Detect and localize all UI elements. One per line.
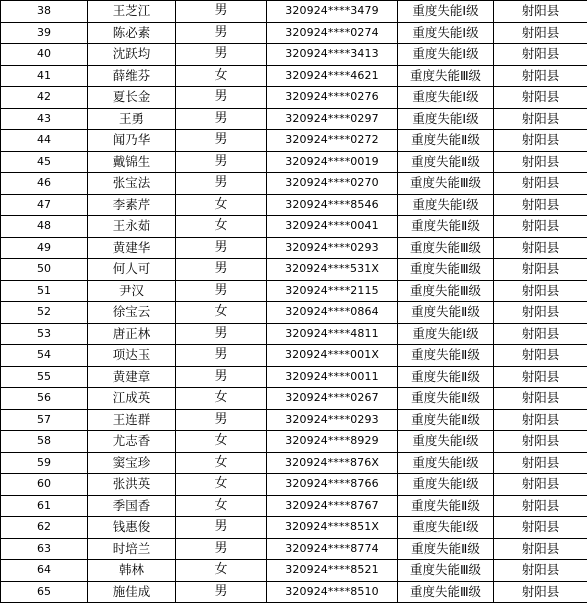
name-cell: 夏长金 [88, 87, 176, 109]
id-number-cell: 320924****8510 [267, 581, 398, 603]
disability-level-cell: 重度失能Ⅰ级 [398, 194, 494, 216]
table-row [1, 65, 587, 87]
row-number-cell: 40 [1, 44, 88, 66]
table-row [1, 237, 587, 259]
id-number-cell: 320924****0274 [267, 22, 398, 44]
id-number-cell: 320924****0293 [267, 237, 398, 259]
id-number-cell: 320924****0272 [267, 130, 398, 152]
row-number-cell: 62 [1, 517, 88, 539]
county-cell: 射阳县 [494, 495, 587, 517]
name-cell: 王勇 [88, 108, 176, 130]
id-number-cell: 320924****0019 [267, 151, 398, 173]
table-row [1, 173, 587, 195]
disability-level-cell: 重度失能Ⅰ级 [398, 431, 494, 453]
row-number-cell: 64 [1, 560, 88, 582]
row-number-cell: 47 [1, 194, 88, 216]
name-cell: 薛维芬 [88, 65, 176, 87]
name-cell: 王连群 [88, 409, 176, 431]
id-number-cell: 320924****4811 [267, 323, 398, 345]
table-row [1, 151, 587, 173]
gender-cell: 女 [176, 302, 267, 324]
county-cell: 射阳县 [494, 538, 587, 560]
gender-cell: 男 [176, 280, 267, 302]
row-number-cell: 50 [1, 259, 88, 281]
table-row [1, 495, 587, 517]
name-cell: 闻乃华 [88, 130, 176, 152]
name-cell: 尤志香 [88, 431, 176, 453]
disability-level-cell: 重度失能Ⅲ级 [398, 560, 494, 582]
id-number-cell: 320924****0864 [267, 302, 398, 324]
county-cell: 射阳县 [494, 87, 587, 109]
disability-level-cell: 重度失能Ⅲ级 [398, 581, 494, 603]
county-cell: 射阳县 [494, 130, 587, 152]
county-cell: 射阳县 [494, 1, 587, 23]
gender-cell: 女 [176, 560, 267, 582]
gender-cell: 男 [176, 173, 267, 195]
county-cell: 射阳县 [494, 151, 587, 173]
name-cell: 江成英 [88, 388, 176, 410]
table-row [1, 345, 587, 367]
disability-level-cell: 重度失能Ⅲ级 [398, 65, 494, 87]
county-cell: 射阳县 [494, 474, 587, 496]
name-cell: 黄建章 [88, 366, 176, 388]
row-number-cell: 39 [1, 22, 88, 44]
disability-level-cell: 重度失能Ⅰ级 [398, 108, 494, 130]
disability-level-cell: 重度失能Ⅲ级 [398, 259, 494, 281]
table-row [1, 216, 587, 238]
table-row [1, 431, 587, 453]
id-number-cell: 320924****531X [267, 259, 398, 281]
row-number-cell: 63 [1, 538, 88, 560]
table-row [1, 323, 587, 345]
name-cell: 钱惠俊 [88, 517, 176, 539]
gender-cell: 男 [176, 345, 267, 367]
id-number-cell: 320924****0011 [267, 366, 398, 388]
county-cell: 射阳县 [494, 216, 587, 238]
name-cell: 韩林 [88, 560, 176, 582]
name-cell: 唐正林 [88, 323, 176, 345]
id-number-cell: 320924****8521 [267, 560, 398, 582]
county-cell: 射阳县 [494, 259, 587, 281]
row-number-cell: 61 [1, 495, 88, 517]
id-number-cell: 320924****2115 [267, 280, 398, 302]
name-cell: 王永茹 [88, 216, 176, 238]
disability-level-cell: 重度失能Ⅱ级 [398, 151, 494, 173]
row-number-cell: 45 [1, 151, 88, 173]
table-row [1, 538, 587, 560]
table-row [1, 452, 587, 474]
table-row [1, 302, 587, 324]
table-row [1, 474, 587, 496]
county-cell: 射阳县 [494, 65, 587, 87]
row-number-cell: 58 [1, 431, 88, 453]
gender-cell: 男 [176, 44, 267, 66]
gender-cell: 男 [176, 108, 267, 130]
gender-cell: 女 [176, 216, 267, 238]
county-cell: 射阳县 [494, 237, 587, 259]
table-row [1, 581, 587, 603]
disability-level-cell: 重度失能Ⅲ级 [398, 280, 494, 302]
table-row [1, 108, 587, 130]
table-row [1, 560, 587, 582]
row-number-cell: 41 [1, 65, 88, 87]
gender-cell: 男 [176, 1, 267, 23]
county-cell: 射阳县 [494, 173, 587, 195]
gender-cell: 男 [176, 517, 267, 539]
gender-cell: 女 [176, 495, 267, 517]
county-cell: 射阳县 [494, 22, 587, 44]
row-number-cell: 52 [1, 302, 88, 324]
county-cell: 射阳县 [494, 108, 587, 130]
row-number-cell: 55 [1, 366, 88, 388]
county-cell: 射阳县 [494, 366, 587, 388]
id-number-cell: 320924****0270 [267, 173, 398, 195]
id-number-cell: 320924****8929 [267, 431, 398, 453]
gender-cell: 女 [176, 388, 267, 410]
name-cell: 李素芹 [88, 194, 176, 216]
name-cell: 徐宝云 [88, 302, 176, 324]
county-cell: 射阳县 [494, 323, 587, 345]
table-row [1, 517, 587, 539]
disability-level-cell: 重度失能Ⅱ级 [398, 366, 494, 388]
disability-level-cell: 重度失能Ⅱ级 [398, 345, 494, 367]
row-number-cell: 59 [1, 452, 88, 474]
row-number-cell: 48 [1, 216, 88, 238]
row-number-cell: 43 [1, 108, 88, 130]
table-row [1, 388, 587, 410]
disability-level-cell: 重度失能Ⅲ级 [398, 173, 494, 195]
table-row [1, 366, 587, 388]
name-cell: 沈跃均 [88, 44, 176, 66]
gender-cell: 男 [176, 130, 267, 152]
name-cell: 黄建华 [88, 237, 176, 259]
id-number-cell: 320924****8546 [267, 194, 398, 216]
row-number-cell: 65 [1, 581, 88, 603]
id-number-cell: 320924****0276 [267, 87, 398, 109]
disability-level-cell: 重度失能Ⅰ级 [398, 87, 494, 109]
id-number-cell: 320924****8766 [267, 474, 398, 496]
row-number-cell: 57 [1, 409, 88, 431]
name-cell: 何人可 [88, 259, 176, 281]
disability-level-cell: 重度失能Ⅰ级 [398, 452, 494, 474]
table-row [1, 194, 587, 216]
name-cell: 施佳成 [88, 581, 176, 603]
disability-level-cell: 重度失能Ⅱ级 [398, 495, 494, 517]
table-row [1, 22, 587, 44]
name-cell: 戴锦生 [88, 151, 176, 173]
name-cell: 王芝江 [88, 1, 176, 23]
county-cell: 射阳县 [494, 452, 587, 474]
id-number-cell: 320924****0267 [267, 388, 398, 410]
row-number-cell: 54 [1, 345, 88, 367]
gender-cell: 男 [176, 581, 267, 603]
gender-cell: 男 [176, 538, 267, 560]
row-number-cell: 53 [1, 323, 88, 345]
gender-cell: 男 [176, 409, 267, 431]
table-row [1, 87, 587, 109]
county-cell: 射阳县 [494, 431, 587, 453]
county-cell: 射阳县 [494, 44, 587, 66]
gender-cell: 男 [176, 323, 267, 345]
county-cell: 射阳县 [494, 194, 587, 216]
county-cell: 射阳县 [494, 280, 587, 302]
gender-cell: 男 [176, 237, 267, 259]
disability-level-cell: 重度失能Ⅱ级 [398, 302, 494, 324]
id-number-cell: 320924****3413 [267, 44, 398, 66]
gender-cell: 女 [176, 452, 267, 474]
name-cell: 项达玉 [88, 345, 176, 367]
row-number-cell: 56 [1, 388, 88, 410]
county-cell: 射阳县 [494, 345, 587, 367]
disability-level-cell: 重度失能Ⅰ级 [398, 44, 494, 66]
name-cell: 尹汉 [88, 280, 176, 302]
id-number-cell: 320924****001X [267, 345, 398, 367]
county-cell: 射阳县 [494, 560, 587, 582]
id-number-cell: 320924****3479 [267, 1, 398, 23]
id-number-cell: 320924****4621 [267, 65, 398, 87]
id-number-cell: 320924****8767 [267, 495, 398, 517]
table-row [1, 259, 587, 281]
gender-cell: 男 [176, 259, 267, 281]
gender-cell: 男 [176, 366, 267, 388]
table-body [1, 1, 587, 603]
county-cell: 射阳县 [494, 302, 587, 324]
id-number-cell: 320924****876X [267, 452, 398, 474]
gender-cell: 女 [176, 194, 267, 216]
id-number-cell: 320924****851X [267, 517, 398, 539]
row-number-cell: 42 [1, 87, 88, 109]
disability-level-cell: 重度失能Ⅰ级 [398, 474, 494, 496]
county-cell: 射阳县 [494, 517, 587, 539]
disability-level-cell: 重度失能Ⅰ级 [398, 517, 494, 539]
id-number-cell: 320924****0041 [267, 216, 398, 238]
gender-cell: 女 [176, 65, 267, 87]
table-row [1, 280, 587, 302]
name-cell: 窦宝珍 [88, 452, 176, 474]
county-cell: 射阳县 [494, 409, 587, 431]
county-cell: 射阳县 [494, 581, 587, 603]
row-number-cell: 46 [1, 173, 88, 195]
gender-cell: 男 [176, 22, 267, 44]
name-cell: 张洪英 [88, 474, 176, 496]
id-number-cell: 320924****0297 [267, 108, 398, 130]
row-number-cell: 49 [1, 237, 88, 259]
gender-cell: 女 [176, 474, 267, 496]
row-number-cell: 51 [1, 280, 88, 302]
name-cell: 时培兰 [88, 538, 176, 560]
table-row [1, 1, 587, 23]
disability-level-cell: 重度失能Ⅱ级 [398, 130, 494, 152]
row-number-cell: 60 [1, 474, 88, 496]
disability-level-cell: 重度失能Ⅱ级 [398, 538, 494, 560]
disability-level-cell: 重度失能Ⅰ级 [398, 22, 494, 44]
row-number-cell: 44 [1, 130, 88, 152]
gender-cell: 女 [176, 431, 267, 453]
table-row [1, 44, 587, 66]
name-cell: 陈必素 [88, 22, 176, 44]
disability-level-cell: 重度失能Ⅲ级 [398, 237, 494, 259]
gender-cell: 男 [176, 87, 267, 109]
disability-level-cell: 重度失能Ⅰ级 [398, 1, 494, 23]
table-row [1, 130, 587, 152]
id-number-cell: 320924****8774 [267, 538, 398, 560]
disability-level-cell: 重度失能Ⅱ级 [398, 388, 494, 410]
disability-level-cell: 重度失能Ⅰ级 [398, 323, 494, 345]
name-cell: 季国香 [88, 495, 176, 517]
row-number-cell: 38 [1, 1, 88, 23]
name-cell: 张宝法 [88, 173, 176, 195]
disability-level-cell: 重度失能Ⅱ级 [398, 409, 494, 431]
gender-cell: 男 [176, 151, 267, 173]
disability-level-cell: 重度失能Ⅱ级 [398, 216, 494, 238]
table-row [1, 409, 587, 431]
id-number-cell: 320924****0293 [267, 409, 398, 431]
county-cell: 射阳县 [494, 388, 587, 410]
